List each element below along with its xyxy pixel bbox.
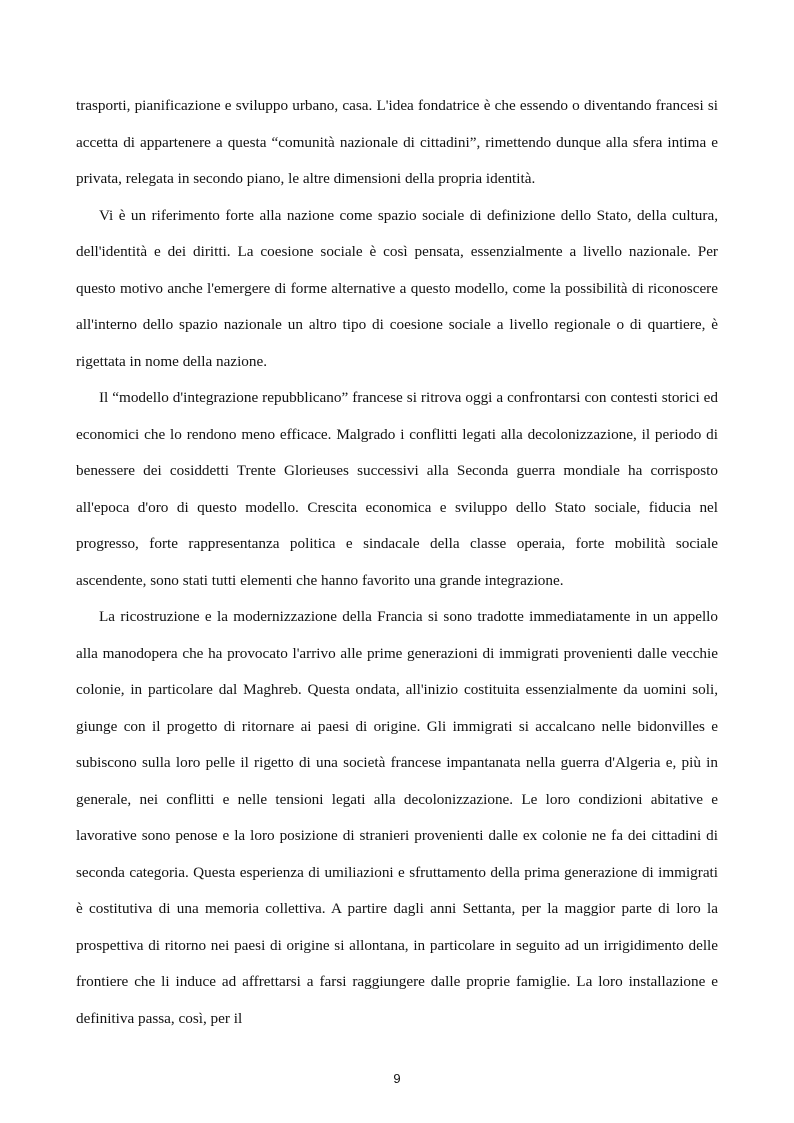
document-body [76, 88, 718, 1037]
paragraph-3: Il “modello d'integrazione repubblicano” francese si ritrova oggi a confrontarsi con contesti storici ed economici che lo rendono meno efficace. Malgrado i conflitti legati alla decolonizzazione, il periodo di benessere dei cosiddetti Trente Glorieuses successivi alla Seconda guerra mondiale ha corrisposto all'epoca d'oro di questo modello. Crescita economica e sviluppo dello Stato sociale, fiducia nel progresso, forte rappresentanza politica e sindacale della classe operaia, forte mobilità sociale ascendente, sono stati tutti elementi che hanno favorito una grande integrazione. [76, 389, 718, 589]
page-number: 9 [393, 1071, 401, 1086]
paragraph-1: trasporti, pianificazione e sviluppo urbano, casa. L'idea fondatrice è che essendo o diventando francesi si accetta di appartenere a questa “comunità nazionale di cittadini”, rimettendo dunque alla sfera intima e privata, relegata in secondo piano, le altre dimensioni della propria identità. [76, 97, 718, 187]
paragraph-4: La ricostruzione e la modernizzazione della Francia si sono tradotte immediatamente in un appello alla manodopera che ha provocato l'arrivo alle prime generazioni di immigrati provenienti dalle vecchie colonie, in particolare dal Maghreb. Questa ondata, all'inizio costituita essenzialmente da uomini soli, giunge con il progetto di ritornare ai paesi di origine. Gli immigrati si accalcano nelle bidonvilles e subiscono sulla loro pelle il rigetto di una società francese impantanata nella guerra d'Algeria e, più in generale, nei conflitti e nelle tensioni legati alla decolonizzazione. Le loro condizioni abitative e lavorative sono penose e la loro posizione di stranieri provenienti dalle ex colonie ne fa dei cittadini di seconda categoria. Questa esperienza di umiliazioni e sfruttamento della prima generazione di immigrati è costitutiva di una memoria collettiva. A partire dagli anni Settanta, per la maggior parte di loro la prospettiva di ritorno nei paesi di origine si allontana, in particolare in seguito ad un irrigidimento delle frontiere che li induce ad affrettarsi a farsi raggiungere dalle proprie famiglie. La loro installazione e definitiva passa, così, per il [76, 608, 718, 1027]
paragraph-2: Vi è un riferimento forte alla nazione come spazio sociale di definizione dello Stato, della cultura, dell'identità e dei diritti. La coesione sociale è così pensata, essenzialmente a livello nazionale. Per questo motivo anche l'emergere di forme alternative a questo modello, come la possibilità di riconoscere all'interno dello spazio nazionale un altro tipo di coesione sociale a livello regionale o di quartiere, è rigettata in nome della nazione. [76, 206, 718, 370]
